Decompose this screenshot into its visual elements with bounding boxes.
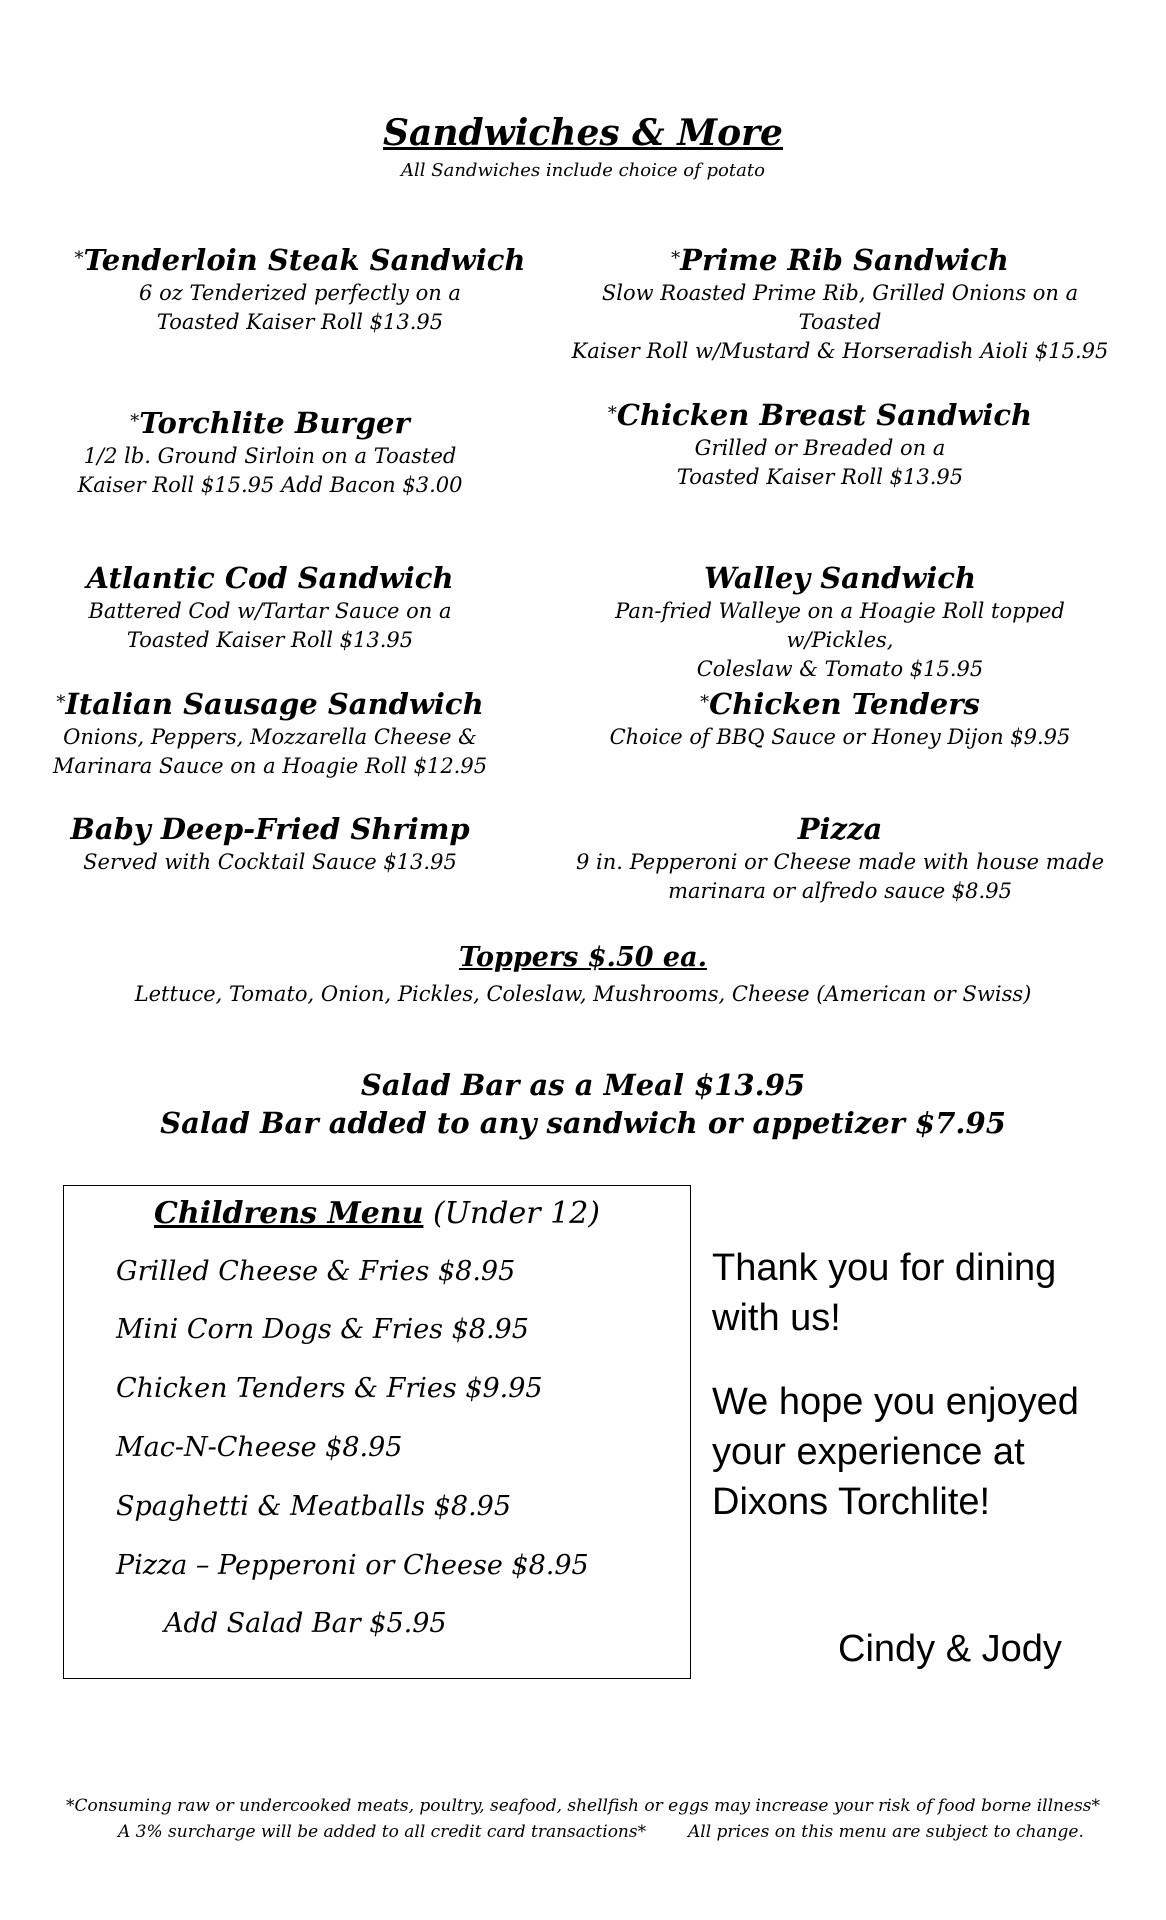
menu-item-desc: Served with Cocktail Sauce $13.95 — [83, 850, 457, 874]
menu-item-desc: 1/2 lb. Ground Sirloin on a Toasted Kaiser Roll $15.95 Add Bacon $3.00 — [77, 444, 463, 497]
kids-item: Pizza – Pepperoni or Cheese $8.95 — [116, 1550, 589, 1581]
menu-item — [540, 395, 1100, 492]
toppers-desc: Lettuce, Tomato, Onion, Pickles, Coleslaw, Mushrooms, Cheese (American or Swiss) — [134, 982, 1032, 1006]
menu-item — [560, 809, 1120, 906]
menu-item-desc: Slow Roasted Prime Rib, Grilled Onions on a Toasted Kaiser Roll w/Mustard & Horseradish Aioli $15.95 — [571, 281, 1109, 363]
menu-item-name: *Torchlite Burger — [130, 406, 410, 440]
menu-item-desc: 6 oz Tenderized perfectly on a Toasted Kaiser Roll $13.95 — [139, 281, 461, 334]
kids-item: Spaghetti & Meatballs $8.95 — [116, 1491, 512, 1522]
surcharge-notice: A 3% surcharge will be added to all credit card transactions* — [118, 1822, 647, 1842]
thank-you-message: Thank you for dining with us! — [712, 1247, 1057, 1339]
menu-item — [560, 240, 1120, 366]
menu-item-name: Walley Sandwich — [703, 561, 977, 595]
childrens-menu-box — [63, 1185, 691, 1679]
menu-item-desc: Battered Cod w/Tartar Sauce on a Toasted Kaiser Roll $13.95 — [88, 599, 452, 652]
salad-bar-addon: Salad Bar added to any sandwich or appetizer $7.95 — [160, 1106, 1006, 1140]
menu-item-desc: Pan-fried Walleye on a Hoagie Roll topped w/Pickles, Coleslaw & Tomato $15.95 — [615, 599, 1065, 681]
menu-item-name: *Prime Rib Sandwich — [671, 243, 1009, 277]
kids-item: Mac-N-Cheese $8.95 — [116, 1432, 403, 1463]
toppers-title: Toppers $.50 ea. — [459, 942, 707, 973]
hope-message: We hope you enjoyed your experience at Dixons Torchlite! — [712, 1381, 1079, 1523]
menu-item-desc: Onions, Peppers, Mozzarella Cheese & Marinara Sauce on a Hoagie Roll $12.95 — [52, 725, 488, 778]
menu-item — [560, 684, 1120, 752]
page-title: Sandwiches & More — [383, 112, 783, 154]
menu-item — [560, 558, 1120, 684]
menu-item-name: Pizza — [797, 812, 883, 846]
price-change-notice: All prices on this menu are subject to change. — [688, 1822, 1084, 1842]
menu-item — [40, 403, 500, 500]
menu-item-name: Atlantic Cod Sandwich — [86, 561, 454, 595]
kids-item: Grilled Cheese & Fries $8.95 — [116, 1256, 516, 1287]
menu-item-name: *Tenderloin Steak Sandwich — [74, 243, 526, 277]
menu-item — [60, 240, 540, 337]
kids-item: Chicken Tenders & Fries $9.95 — [116, 1373, 543, 1404]
salad-bar-meal: Salad Bar as a Meal $13.95 — [360, 1068, 806, 1102]
menu-item-name: *Italian Sausage Sandwich — [56, 687, 484, 721]
menu-item — [30, 809, 510, 877]
kids-item: Mini Corn Dogs & Fries $8.95 — [116, 1314, 529, 1345]
childrens-menu-title: Childrens Menu (Under 12) — [154, 1196, 600, 1231]
menu-item-name: Baby Deep-Fried Shrimp — [70, 812, 470, 846]
menu-item-desc: Choice of BBQ Sauce or Honey Dijon $9.95 — [609, 725, 1071, 749]
menu-item-name: *Chicken Tenders — [700, 687, 980, 721]
page-subtitle: All Sandwiches include choice of potato — [401, 160, 765, 181]
menu-item-desc: Grilled or Breaded on a Toasted Kaiser Roll $13.95 — [676, 436, 964, 489]
menu-item — [30, 684, 510, 781]
menu-item-name: *Chicken Breast Sandwich — [607, 398, 1033, 432]
menu-item — [30, 558, 510, 655]
kids-item: Add Salad Bar $5.95 — [164, 1608, 447, 1639]
food-safety-disclaimer: *Consuming raw or undercooked meats, poultry, seafood, shellfish or eggs may increase your risk of food borne illness* — [65, 1796, 1101, 1816]
signature: Cindy & Jody — [838, 1628, 1062, 1670]
menu-item-desc: 9 in. Pepperoni or Cheese made with house made marinara or alfredo sauce $8.95 — [575, 850, 1105, 903]
